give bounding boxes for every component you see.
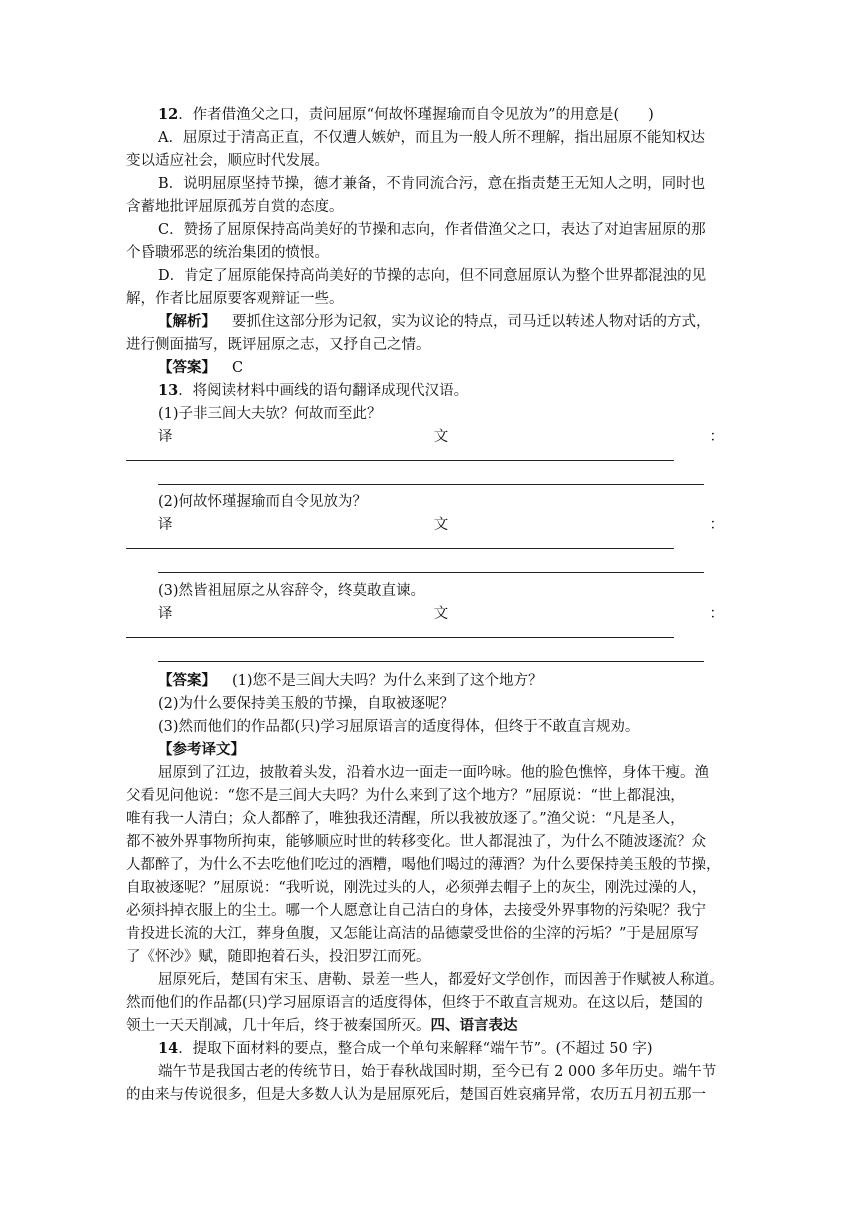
q13-number: 13 <box>158 382 179 399</box>
q13-sentence-1: (1)子非三闾大夫欤？何故而至此？ <box>158 406 382 422</box>
translation-line: 屈原到了江边，披散着头发，沿着水边一面走一面吟咏。他的脸色憔悴，身体干瘦。渔 <box>158 765 709 781</box>
translation-line: 了《怀沙》赋，随即抱着石头，投汨罗江而死。 <box>126 949 431 965</box>
q12-option-a-line2: 变以适应社会，顺应时代发展。 <box>126 153 329 169</box>
translation-line: 自取被逐呢？”屈原说：“我听说，刚洗过头的人，必须弹去帽子上的灰尘，刚洗过澡的人， <box>126 880 707 896</box>
translation-line-with-section: 领土一天天削减，几十年后，终于被秦国所灭。四、语言表达 <box>126 1017 518 1034</box>
q13-sentence-3: (3)然皆祖屈原之从容辞令，终莫敢直谏。 <box>158 583 426 599</box>
q12-stem: 12．作者借渔父之口，责问屈原“何故怀瑾握瑜而自令见放为”的用意是( ) <box>158 106 654 123</box>
answer-line <box>158 661 704 662</box>
answer-label: 【答案】 <box>158 672 216 689</box>
q12-analysis-line1: 【解析】 要抓住这部分形为记叙，实为议论的特点，司马迁以转述人物对话的方式， <box>158 313 711 330</box>
q13-answer-1: 【答案】 (1)您不是三闾大夫吗？为什么来到了这个地方？ <box>158 672 543 689</box>
analysis-label: 【解析】 <box>158 313 216 330</box>
q13-stem: 13．将阅读材料中画线的语句翻译成现代汉语。 <box>158 382 469 399</box>
translation-line: 都不被外界事物所拘束，能够顺应时世的转移变化。世人都混浊了，为什么不随波逐流？众 <box>126 834 706 850</box>
q12-number: 12 <box>158 106 179 123</box>
answer-line <box>126 460 674 461</box>
translation-line: 必须抖掉衣服上的尘土。哪一个人愿意让自己洁白的身体，去接受外界事物的污染呢？我宁 <box>126 903 706 919</box>
translation-line: 屈原死后，楚国有宋玉、唐勒、景差一些人，都爱好文学创作，而因善于作赋被人称道。 <box>158 972 724 988</box>
q12-option-a-line1: A．屈原过于清高正直，不仅遭人嫉妒，而且为一般人所不理解，指出屈原不能知权达 <box>158 130 705 146</box>
answer-line <box>126 548 674 549</box>
q12-option-c-line1: C．赞扬了屈原保持高尚美好的节操和志向，作者借渔父之口，表达了对迫害屈原的那 <box>158 222 706 238</box>
answer-label: 【答案】 <box>158 359 216 376</box>
q14-stem: 14．提取下面材料的要点，整合成一个单句来解释“端午节”。(不超过 50 字) <box>158 1040 653 1057</box>
translation-label: 【参考译文】 <box>158 741 245 758</box>
q14-material-line2: 的由来与传说很多，但是大多数人认为是屈原死后，楚国百姓哀痛异常，农历五月初五那一 <box>126 1087 706 1103</box>
q13-sentence-2: (2)何故怀瑾握瑜而自令见放为？ <box>158 494 368 510</box>
q13-translation-prompt-3: 译 文 ： <box>158 606 724 622</box>
q13-answer-2: (2)为什么要保持美玉般的节操，自取被逐呢？ <box>158 696 455 712</box>
q12-option-b-line2: 含蓄地批评屈原孤芳自赏的态度。 <box>126 199 344 215</box>
translation-line: 人都醉了，为什么不去吃他们吃过的酒糟，喝他们喝过的薄酒？为什么要保持美玉般的节操， <box>126 857 721 873</box>
translation-line: 唯有我一人清白；众人都醉了，唯独我还清醒，所以我被放逐了。”渔父说：“凡是圣人， <box>126 811 685 827</box>
section-heading: 四、语言表达 <box>430 1017 518 1034</box>
translation-line: 肯投进长流的大江，葬身鱼腹，又怎能让高洁的品德蒙受世俗的尘滓的污垢？”于是屈原写 <box>126 926 699 942</box>
translation-line: 父看见问他说：“您不是三闾大夫吗？为什么来到了这个地方？”屈原说：“世上都混浊， <box>126 788 685 804</box>
q13-answer-3: (3)然而他们的作品都(只)学习屈原语言的适度得体，但终于不敢直言规劝。 <box>158 719 640 735</box>
q13-translation-prompt-1: 译 文 ： <box>158 429 724 445</box>
translation-line: 然而他们的作品都(只)学习屈原语言的适度得体，但终于不敢直言规劝。在这以后，楚国的 <box>126 995 703 1011</box>
q12-option-b-line1: B．说明屈原坚持节操，德才兼备，不肯同流合污，意在指责楚王无知人之明，同时也 <box>158 176 706 192</box>
q12-option-d-line2: 解，作者比屈原要客观辩证一些。 <box>126 291 344 307</box>
answer-line <box>158 572 704 573</box>
q12-analysis-line2: 进行侧面描写，既评屈原之志，又抒自己之情。 <box>126 337 431 353</box>
q14-material-line1: 端午节是我国古老的传统节日，始于春秋战国时期，至今已有 2 000 多年历史。端午节 <box>158 1064 717 1080</box>
q13-translation-prompt-2: 译 文 ： <box>158 517 724 533</box>
q12-option-c-line2: 个昏聩邪恶的统治集团的愤恨。 <box>126 245 329 261</box>
q14-number: 14 <box>158 1040 179 1057</box>
q12-answer: 【答案】 C <box>158 359 244 376</box>
q12-option-d-line1: D．肯定了屈原能保持高尚美好的节操的志向，但不同意屈原认为整个世界都混浊的见 <box>158 268 707 284</box>
answer-line <box>126 637 674 638</box>
answer-line <box>158 484 704 485</box>
